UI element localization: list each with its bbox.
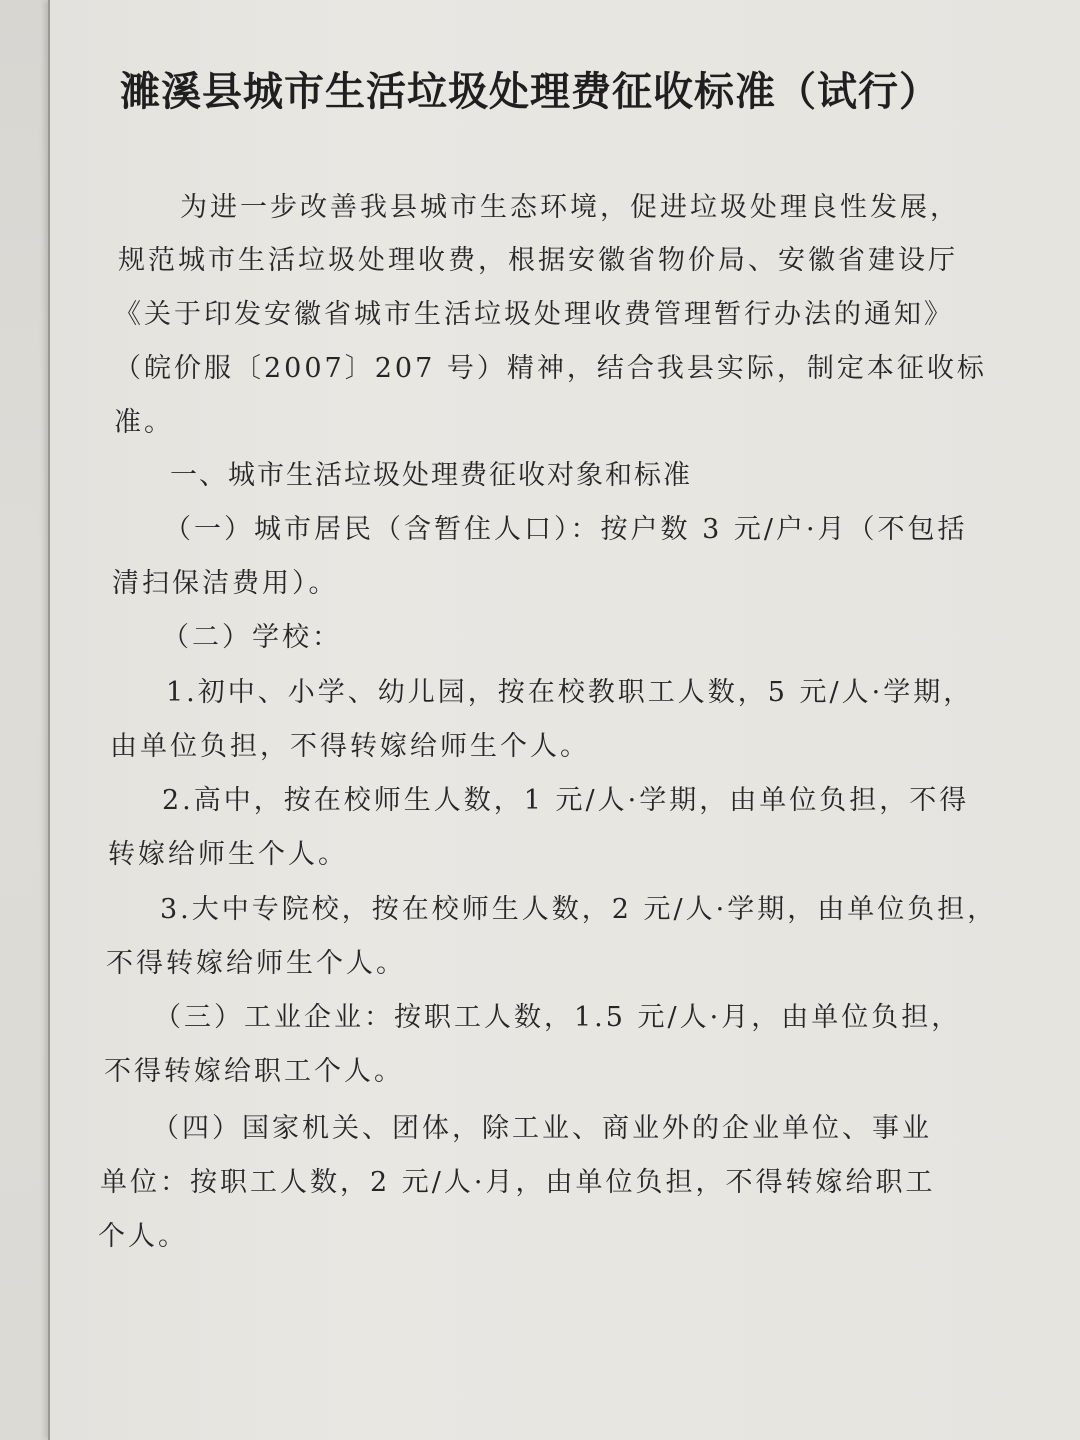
body-line: 转嫁给师生个人。 [108, 839, 348, 870]
body-line: 为进一步改善我县城市生态环境，促进垃圾处理良性发展， [180, 192, 960, 223]
body-line: （四）国家机关、团体，除工业、商业外的企业单位、事业 [152, 1113, 932, 1144]
body-line: 不得转嫁给师生个人。 [106, 948, 406, 979]
body-line: 单位：按职工人数，2 元/人·月，由单位负担，不得转嫁给职工 [100, 1167, 936, 1198]
section-heading: 一、城市生活垃圾处理费征收对象和标准 [170, 460, 692, 491]
body-line: （三）工业企业：按职工人数，1.5 元/人·月，由单位负担， [154, 1002, 962, 1033]
body-line: 3.大中专院校，按在校师生人数，2 元/人·学期，由单位负担， [160, 894, 998, 925]
body-line: 由单位负担，不得转嫁给师生个人。 [110, 731, 590, 762]
body-line: 《关于印发安徽省城市生活垃圾处理收费管理暂行办法的通知》 [114, 299, 954, 330]
body-line: 规范城市生活垃圾处理收费，根据安徽省物价局、安徽省建设厅 [118, 245, 958, 276]
body-line: 个人。 [98, 1221, 188, 1252]
paper-sheet [48, 0, 1080, 1440]
body-line: （二）学校： [162, 622, 342, 653]
body-line: 清扫保洁费用）。 [112, 568, 339, 599]
body-line: （一）城市居民（含暂住人口）：按户数 3 元/户·月（不包括 [164, 514, 968, 545]
body-line: 不得转嫁给职工个人。 [104, 1056, 404, 1087]
body-line: 2.高中，按在校师生人数，1 元/人·学期，由单位负担，不得 [162, 785, 970, 816]
body-line: 准。 [114, 407, 174, 438]
body-line: 1.初中、小学、幼儿园，按在校教职工人数，5 元/人·学期， [166, 677, 974, 708]
body-line: （皖价服〔2007〕207 号）精神，结合我县实际，制定本征收标 [114, 353, 987, 384]
document-title: 濉溪县城市生活垃圾处理费征收标准（试行） [120, 69, 940, 115]
